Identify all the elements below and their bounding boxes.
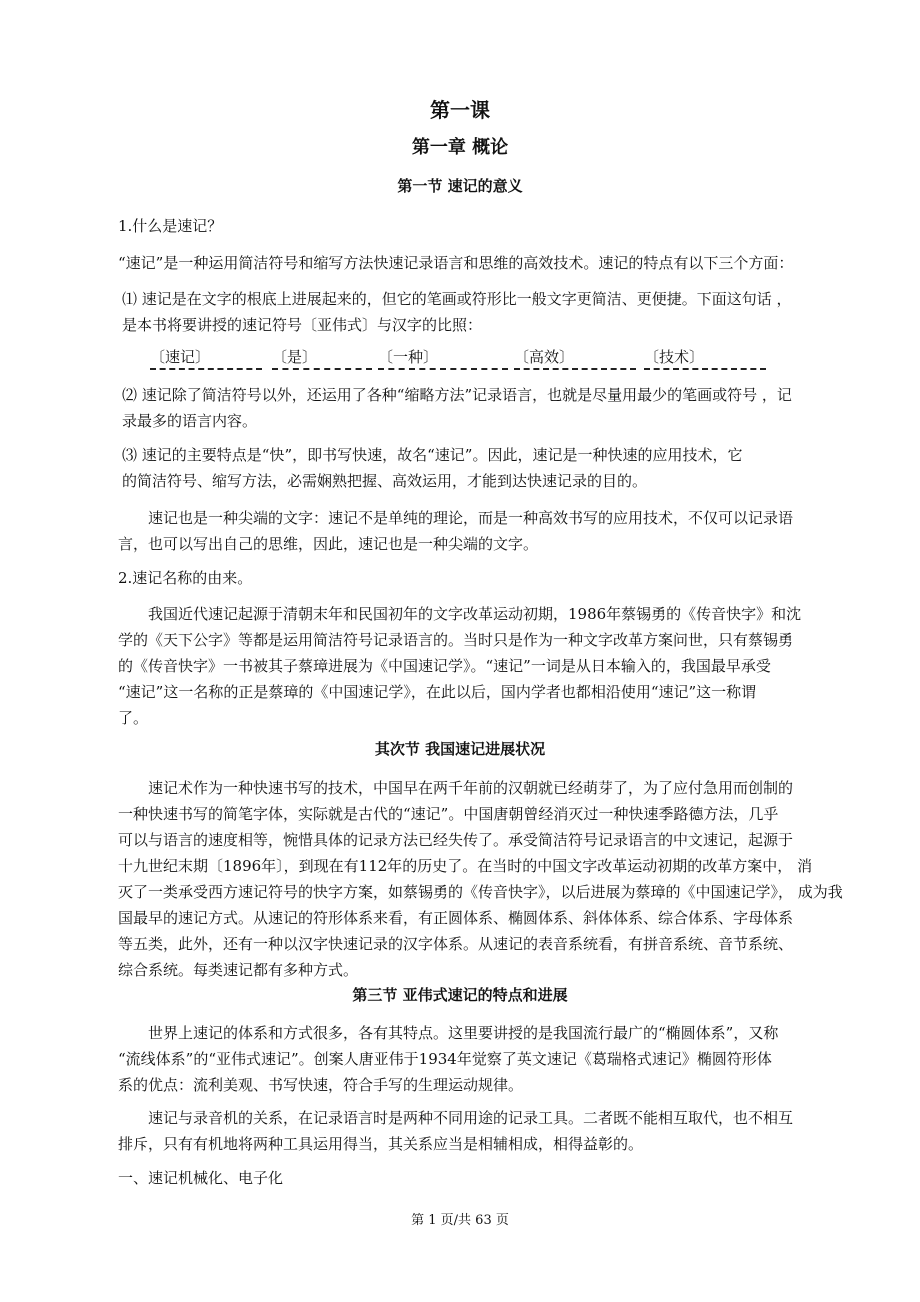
question-name-origin: 2.速记名称的由来。: [118, 569, 253, 587]
paragraph-line: 可以与语言的速度相等，惋惜具体的记录方法已经失传了。承受简洁符号记录语言的中文速记，起源于: [118, 831, 794, 849]
paragraph-line: 速记也是一种尖端的文字：速记不是单纯的理论，而是一种高效书写的应用技术，不仅可以记录语: [148, 509, 794, 527]
section2-title: 其次节 我国速记进展状况: [374, 740, 546, 758]
paragraph-line: 等五类，此外，还有一种以汉字快速记录的汉字体系。从速记的表音系统看，有拼音系统、音节系统、: [118, 935, 794, 953]
paragraph-line: 世界上速记的体系和方式很多，各有其特点。这里要讲授的是我国流行最广的“椭圆体系”，又称: [148, 1024, 779, 1042]
subheading-mechanization: 一、速记机械化、电子化: [118, 1169, 284, 1187]
recorder-paragraph: [118, 1105, 850, 1157]
paragraph-line: 了。: [118, 709, 149, 727]
paragraph-line: 国最早的速记方式。从速记的符形体系来看，有正圆体系、椭圆体系、斜体体系、综合体系、字母体系: [118, 909, 794, 927]
chapter-title: 第一章 概论: [411, 137, 509, 158]
sharp-text-paragraph: [118, 505, 850, 557]
intro-paragraph: “速记”是一种运用简洁符号和缩写方法快速记录语言和思维的高效技术。速记的特点有以下三个方面：: [118, 254, 794, 272]
paragraph-line: 排斥，只有有机地将两种工具运用得当，其关系应当是相辅相成，相得益彰的。: [118, 1135, 644, 1153]
paragraph-line: 十九世纪末期〔1896年〕，到现在有112年的历史了。在当时的中国文字改革运动初期的改革方案中， 消: [118, 857, 813, 875]
development-paragraph: [118, 775, 850, 983]
point-3-line: ⑶ 速记的主要特点是“快”，即书写快速，故名“速记”。因此，速记是一种快速的应用技术，它: [122, 446, 743, 464]
comparison-item: 〔一种〕: [378, 346, 508, 370]
section1-title: 第一节 速记的意义: [397, 177, 523, 195]
lesson-title: 第一课: [430, 98, 490, 122]
point-1-line: 是本书将要讲授的速记符号〔亚伟式〕与汉字的比照：: [122, 316, 483, 334]
origin-paragraph: [118, 601, 850, 731]
paragraph-line: 一种快速书写的简笔字体，实际就是古代的“速记”。中国唐朝曾经消灭过一种快速季路德方法，几乎: [118, 805, 779, 823]
paragraph-line: 综合系统。每类速记都有多种方式。: [118, 961, 359, 979]
point-3: [118, 442, 850, 494]
point-3-line: 的简洁符号、缩写方法，必需娴熟把握、高效运用，才能到达快速记录的目的。: [122, 472, 648, 490]
paragraph-line: “速记”这一名称的正是蔡璋的《中国速记学》，在此以后，国内学者也都相沿使用“速记”这一称谓: [118, 683, 757, 701]
paragraph-line: 系的优点：流利美观、书写快速，符合手写的生理运动规律。: [118, 1076, 524, 1094]
paragraph-line: 学的《天下公字》等都是运用简洁符号记录语言的。当时只是作为一种文字改革方案问世，只有蔡锡勇: [118, 631, 794, 649]
yawei-paragraph: [118, 1020, 850, 1098]
comparison-item: 〔是〕: [272, 346, 372, 370]
paragraph-line: “流线体系”的“亚伟式速记”。创案人唐亚伟于1934年觉察了英文速记《葛瑞格式速记》椭圆符形体: [118, 1050, 772, 1068]
comparison-item: 〔高效〕: [514, 346, 636, 370]
point-1-line: ⑴ 速记是在文字的根底上进展起来的，但它的笔画或符形比一般文字更简洁、更便捷。下面这句话 ，: [122, 290, 792, 308]
page-footer: 第 1 页/共 63 页: [411, 1213, 509, 1228]
comparison-item: 〔技术〕: [644, 346, 766, 370]
paragraph-line: 速记与录音机的关系，在记录语言时是两种不同用途的记录工具。二者既不能相互取代，也不相互: [148, 1109, 794, 1127]
question-what-is-shorthand: 1.什么是速记？: [118, 217, 223, 235]
point-2-line: ⑵ 速记除了简洁符号以外，还运用了各种“缩略方法”记录语言，也就是尽量用最少的笔画或符号 ，记: [122, 386, 792, 404]
point-2: [118, 382, 850, 434]
comparison-item: 〔速记〕: [150, 346, 262, 370]
paragraph-line: 我国近代速记起源于清朝末年和民国初年的文字改革运动初期，1986年蔡锡勇的《传音快字》和沈: [148, 605, 802, 623]
section3-title: 第三节 亚伟式速记的特点和进展: [352, 986, 568, 1004]
paragraph-line: 言，也可以写出自己的思维，因此，速记也是一种尖端的文字。: [118, 535, 539, 553]
point-2-line: 录最多的语言内容。: [122, 412, 258, 430]
point-1: [118, 286, 850, 338]
paragraph-line: 灭了一类承受西方速记符号的快字方案，如蔡锡勇的《传音快字》，以后进展为蔡璋的《中国速记学》， 成为我: [118, 883, 843, 901]
paragraph-line: 速记术作为一种快速书写的技术，中国早在两千年前的汉朝就已经萌芽了，为了应付急用而创制的: [148, 779, 794, 797]
paragraph-line: 的《传音快字》一书被其子蔡璋进展为《中国速记学》。“速记”一词是从日本输入的，我国最早承受: [118, 657, 771, 675]
